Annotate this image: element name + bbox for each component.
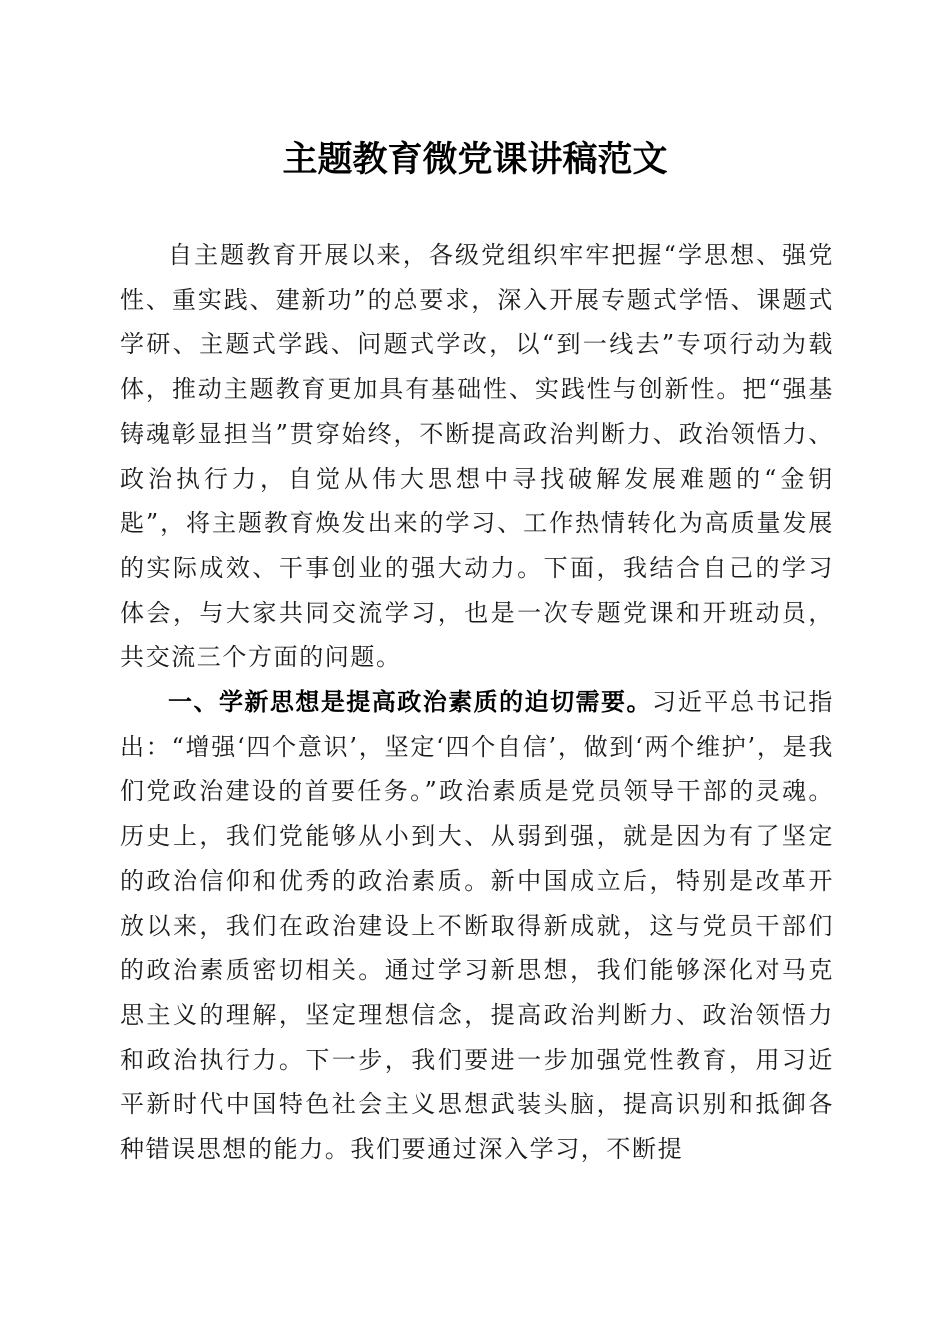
intro-paragraph: 自主题教育开展以来，各级党组织牢牢把握“学思想、强党性、重实践、建新功”的总要求，深入开展专题式学悟、课题式学研、主题式学践、问题式学改，以“到一线去”专项行动为载体，推动主题教育更加具有基础性、实践性与创新性。把“强基铸魂彰显担当”贯穿始终，不断提高政治判断力、政治领悟力、政治执行力，自觉从伟大思想中寻找破解发展难题的“金钥匙”，将主题教育焕发出来的学习、工作热情转化为高质量发展的实际成效、干事创业的强大动力。下面，我结合自己的学习体会，与大家共同交流学习，也是一次专题党课和开班动员，共交流三个方面的问题。 — [120, 241, 834, 672]
section-1-text: 习近平总书记指出：“增强‘四个意识’，坚定‘四个自信’，做到‘两个维护’，是我们党政治建设的首要任务。”政治素质是党员领导干部的灵魂。历史上，我们党能够从小到大、从弱到强，就是因为有了坚定的政治信仰和优秀的政治素质。新中国成立后，特别是改革开放以来，我们在政治建设上不断取得新成就，这与党员干部们的政治素质密切相关。通过学习新思想，我们能够深化对马克思主义的理解，坚定理想信念，提高政治判断力、政治领悟力和政治执行力。下一步，我们要进一步加强党性教育，用习近平新时代中国特色社会主义思想武装头脑，提高识别和抵御各种错误思想的能力。我们要通过深入学习，不断提 — [120, 688, 834, 1164]
document-body — [120, 233, 834, 1172]
section-1-heading: 一、学新思想是提高政治素质的迫切需要。 — [168, 688, 652, 717]
section-1-paragraph — [120, 680, 834, 1172]
document-title: 主题教育微党课讲稿范文 — [282, 139, 668, 180]
